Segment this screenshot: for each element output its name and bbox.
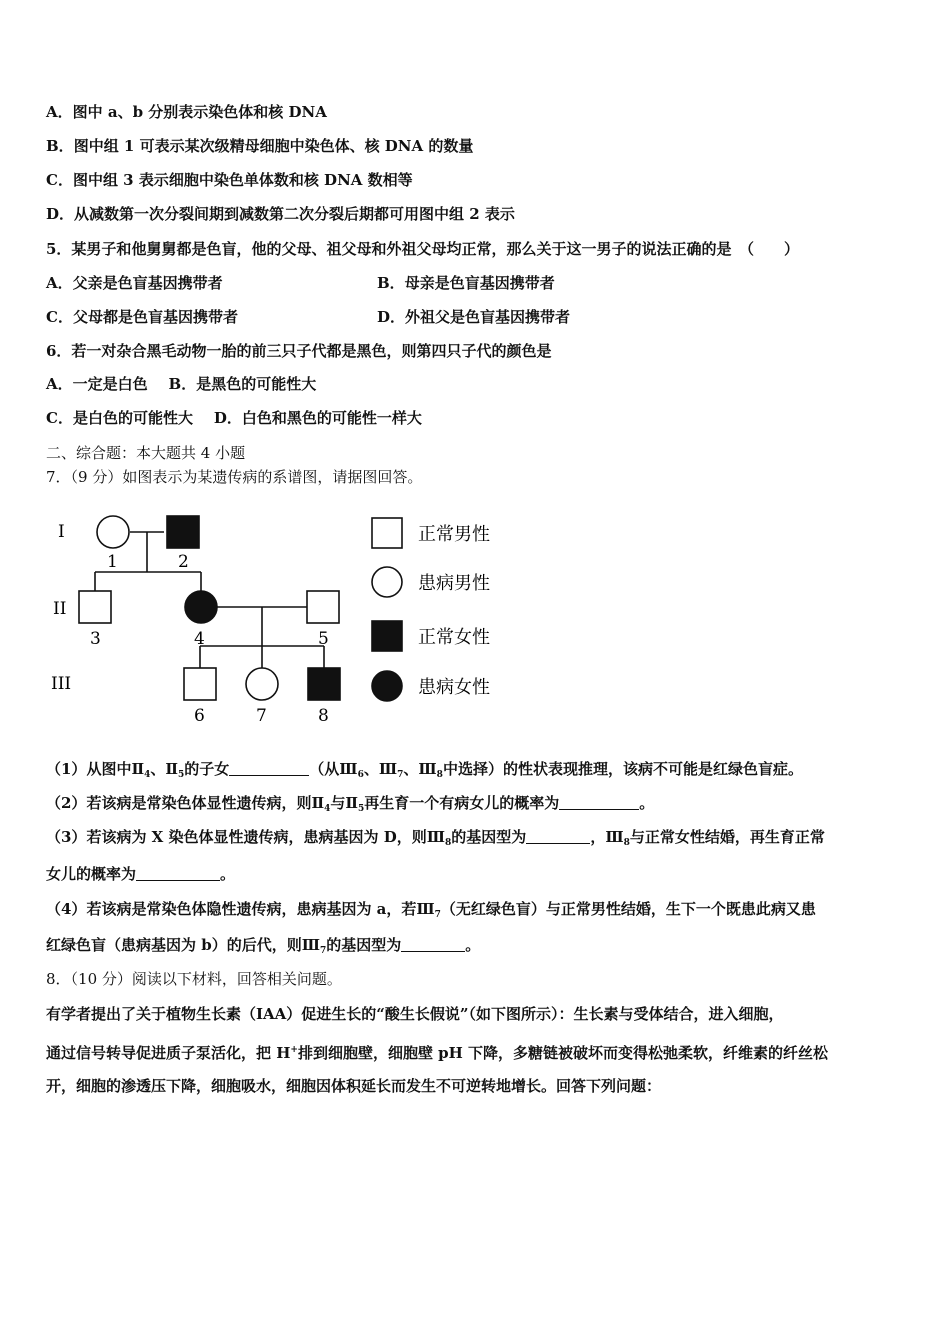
- q8-paragraph-line-1: 有学者提出了关于植物生长素（IAA）促进生长的“酸生长假说”（如下图所示）：生长素与受体结合，进入细胞，: [46, 1005, 784, 1023]
- legend-affected-male-label: 患病男性: [418, 573, 490, 594]
- q8-paragraph-line-3: 开，细胞的渗透压下降，细胞吸水，细胞因体积延长而发生不可逆转地增长。回答下列问题：: [46, 1077, 662, 1095]
- individual-3-label: 3: [90, 629, 101, 649]
- individual-8-label: 8: [318, 706, 329, 726]
- q8-paragraph-line-2: 通过信号转导促进质子泵活化，把 H+排到细胞壁，细胞壁 pH 下降，多糖链被破坏而变得松弛柔软，纤维素的纤丝松: [46, 1044, 829, 1062]
- individual-1-symbol: [97, 516, 129, 548]
- section-2-heading: 二、综合题：本大题共 4 小题: [46, 444, 246, 462]
- q8-stem: 8．（10 分）阅读以下材料，回答相关问题。: [46, 970, 342, 988]
- q6-options-row-2: [46, 408, 422, 428]
- q4-option-a: A．图中 a、b 分别表示染色体和核 DNA: [46, 103, 327, 121]
- individual-5-symbol: [307, 591, 339, 623]
- gen-label-1: I: [58, 522, 65, 542]
- individual-2-label: 2: [178, 552, 189, 572]
- individual-1-label: 1: [107, 552, 118, 572]
- q6-option-d: D．白色和黑色的可能性一样大: [213, 409, 422, 427]
- answer-blank[interactable]: [526, 828, 590, 844]
- individual-6-label: 6: [194, 706, 205, 726]
- answer-blank[interactable]: [401, 936, 465, 952]
- legend-affected-male-icon: [372, 567, 402, 597]
- answer-blank[interactable]: [136, 865, 220, 881]
- legend-normal-male-label: 正常男性: [418, 524, 490, 545]
- q4-option-c: C．图中组 3 表示细胞中染色单体数和核 DNA 数相等: [46, 171, 413, 189]
- individual-7-symbol: [246, 668, 278, 700]
- individual-5-label: 5: [318, 629, 329, 649]
- q6-options-row-1: [46, 374, 316, 394]
- q5-option-c: C．父母都是色盲基因携带者: [46, 308, 238, 326]
- individual-6-symbol: [184, 668, 216, 700]
- q5-option-a: A．父亲是色盲基因携带者: [46, 274, 223, 292]
- legend-affected-female-label: 患病女性: [418, 677, 490, 698]
- q6-option-b: B．是黑色的可能性大: [168, 375, 317, 393]
- answer-blank[interactable]: [229, 760, 309, 776]
- q4-option-d: D．从减数第一次分裂间期到减数第二次分裂后期都可用图中组 2 表示: [46, 205, 515, 223]
- q4-option-b: B．图中组 1 可表示某次级精母细胞中染色体、核 DNA 的数量: [46, 137, 474, 155]
- q7-stem: 7．（9 分）如图表示为某遗传病的系谱图，请据图回答。: [46, 468, 423, 486]
- individual-8-symbol: [308, 668, 340, 700]
- q5-option-b: B．母亲是色盲基因携带者: [377, 274, 555, 292]
- q5-stem: 5．某男子和他舅舅都是色盲，他的父母、祖父母和外祖父母均正常，那么关于这一男子的说法正确的是 （ ）: [46, 240, 799, 258]
- q7-part-1: （1）从图中$Ⅱ_4$、$Ⅱ_5$的子女 （从$Ⅲ_6$、$Ⅲ_7$、$Ⅲ_8$中选择）的性状表现推理，该病不可能是红绿色盲症。: [46, 760, 803, 780]
- legend-normal-female-label: 正常女性: [418, 627, 490, 648]
- q7-part-3-line-1: （3）若该病为 X 染色体显性遗传病，患病基因为 D，则$Ⅲ_8$的基因型为 ，$Ⅲ_8$与正常女性结婚，再生育正常: [46, 828, 825, 848]
- individual-7-label: 7: [256, 706, 267, 726]
- q7-part-3-line-2: 女儿的概率为 。: [46, 865, 236, 883]
- gen-label-2: II: [53, 599, 67, 619]
- legend-affected-female-icon: [372, 671, 402, 701]
- q7-part-4-line-1: （4）若该病是常染色体隐性遗传病，患病基因为 a，若$Ⅲ_7$（无红绿色盲）与正常男性结婚，生下一个既患此病又患: [46, 900, 816, 920]
- q7-part-2: （2）若该病是常染色体显性遗传病，则$Ⅱ_4$与$Ⅱ_5$再生育一个有病女儿的概率为 。: [46, 794, 655, 814]
- legend-normal-female-icon: [372, 621, 402, 651]
- individual-4-label: 4: [194, 629, 205, 649]
- individual-4-symbol: [185, 591, 217, 623]
- q6-stem: 6．若一对杂合黑毛动物一胎的前三只子代都是黑色，则第四只子代的颜色是: [46, 342, 552, 360]
- individual-3-symbol: [79, 591, 111, 623]
- q7-part-4-line-2: 红绿色盲（患病基因为 b）的后代，则$Ⅲ_7$的基因型为 。: [46, 936, 481, 956]
- q5-option-d: D．外祖父是色盲基因携带者: [377, 308, 571, 326]
- legend-normal-male-icon: [372, 518, 402, 548]
- pedigree-chart: [46, 505, 526, 730]
- gen-label-3: III: [51, 674, 72, 694]
- individual-2-symbol: [167, 516, 199, 548]
- q6-option-a: A．一定是白色: [46, 375, 148, 393]
- answer-blank[interactable]: [559, 794, 639, 810]
- q6-option-c: C．是白色的可能性大: [46, 409, 193, 427]
